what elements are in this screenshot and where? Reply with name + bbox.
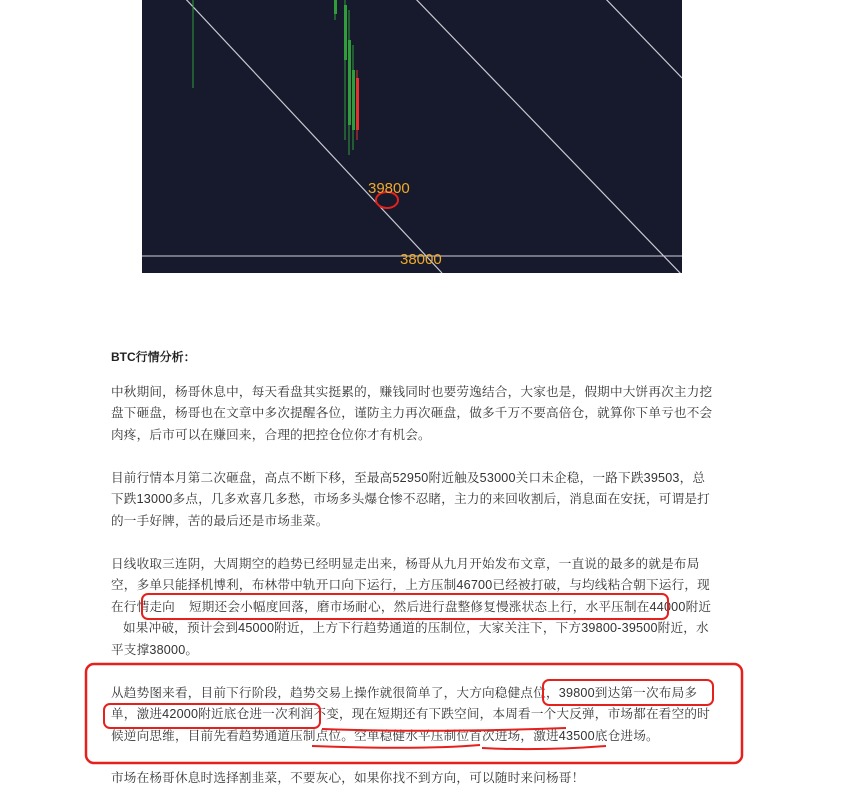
chart-canvas <box>142 0 682 273</box>
candle-body <box>334 0 337 14</box>
price-chart <box>142 0 682 273</box>
paragraph-3 <box>111 554 713 661</box>
paragraph-4 <box>111 683 713 747</box>
paragraph-2: 目前行情本月第二次砸盘，高点不断下移，至最高52950附近触及53000关口未企稳，一路下跌39503，总下跌13000多点，几多欢喜几多愁，市场多头爆仓惨不忍睹，主力的来回收割后，消息面在安抚，可谓是打的一手好牌，苦的最后还是市场韭菜。 <box>111 471 710 528</box>
trend-line-lower <box>182 0 442 273</box>
paragraph-4-part-1: 从趋势图来看，目前下行阶段，趋势交易上操作就很简单了，大方向稳健点位， <box>111 686 559 700</box>
paragraph-3-highlight: 短期还会小幅度回落，磨市场耐心，然后进行盘整修复慢涨状态上行，水平压制在44000附近 <box>188 599 712 614</box>
paragraph-4-part-2: ，现在短期还有下跌空间，本周看一个大反弹，市场都在看空的时候逆向思维，目前先看趋势通道压制点位。 <box>111 707 710 743</box>
paragraph-3-part-1: 日线收取三连阴，大周期空的趋势已经明显走出来，杨哥从九月开始发布文章，一直说的最多的就是布局空，多单只能择机博利，布林带中轨开口向下运行，上方压制46700已经被打破，与均线粘合朝下运行，现在行情走向 <box>111 557 710 614</box>
paragraph-5: 市场在杨哥休息时选择割韭菜，不要灰心，如果你找不到方向，可以随时来问杨哥！ <box>111 771 585 785</box>
paragraph-1: 中秋期间，杨哥休息中，每天看盘其实挺累的，赚钱同时也要劳逸结合，大家也是，假期中大饼再次主力挖盘下砸盘，杨哥也在文章中多次提醒各位，谨防主力再次砸盘，做多千万不要高倍仓，就算你下单亏也不会肉疼，后市可以在赚回来，合理的把控仓位你才有机会。 <box>111 385 713 442</box>
candles <box>193 0 359 155</box>
candle-body <box>348 40 351 125</box>
trend-line-upper <box>602 0 682 78</box>
trend-line-middle <box>412 0 682 273</box>
paragraph-3-part-2: 如果冲破，预计会到45000附近，上方下行趋势通道的压制位，大家关注下，下方39800-39500附近，水平支撑38000。 <box>111 621 709 657</box>
price-label-39800: 39800 <box>368 180 410 197</box>
paragraph-4-underlined: 空单稳健水平压制位首次进场，激进43500底仓进场。 <box>354 728 659 743</box>
section-heading: BTC行情分析： <box>111 350 196 364</box>
paragraph-4-highlight-2: 激进42000附近底仓进一次利润不变 <box>136 707 339 722</box>
candle-body <box>344 5 347 60</box>
candle-body <box>356 78 359 130</box>
price-label-38000: 38000 <box>400 251 442 268</box>
paragraph-4-highlight-1: 39800到达第一次布局多单， <box>111 686 698 722</box>
candle-body <box>352 70 355 130</box>
